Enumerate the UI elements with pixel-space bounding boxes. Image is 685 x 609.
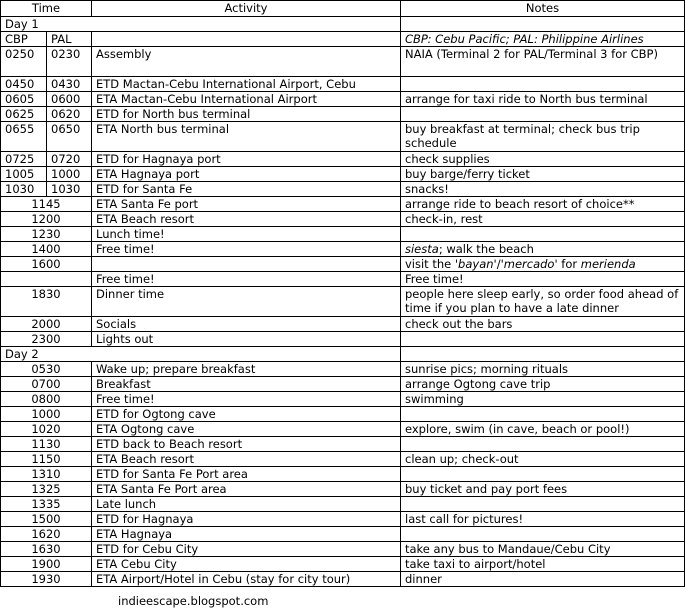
table-row xyxy=(1,572,685,587)
time-cell: 1830 xyxy=(1,287,92,317)
activity-cell: ETA Hagnaya port xyxy=(92,167,401,182)
table-row xyxy=(1,272,685,287)
time-cell: 1020 xyxy=(1,422,92,437)
activity-cell: ETD for Cebu City xyxy=(92,542,401,557)
time-cell: 0530 xyxy=(1,362,92,377)
time-cell: 0700 xyxy=(1,377,92,392)
table-row xyxy=(1,287,685,317)
activity-cell: Lunch time! xyxy=(92,227,401,242)
activity-cell: ETD for North bus terminal xyxy=(92,107,401,122)
notes-cell: buy barge/ferry ticket xyxy=(401,167,685,182)
time-cell: 1620 xyxy=(1,527,92,542)
table-row xyxy=(1,452,685,467)
header-notes: Notes xyxy=(401,1,685,17)
time-cell: 1400 xyxy=(1,242,92,257)
table-row xyxy=(1,362,685,377)
notes-cell: last call for pictures! xyxy=(401,512,685,527)
time-cell: 1000 xyxy=(1,407,92,422)
time-cell: 1145 xyxy=(1,197,92,212)
cbp-time: 0250 xyxy=(1,47,47,77)
header-activity: Activity xyxy=(92,1,401,17)
table-row xyxy=(1,392,685,407)
cbp-time: 0625 xyxy=(1,107,47,122)
activity-cell: Dinner time xyxy=(92,287,401,317)
notes-cell: clean up; check-out xyxy=(401,452,685,467)
itinerary-body xyxy=(1,17,685,587)
notes-cell: sunrise pics; morning rituals xyxy=(401,362,685,377)
notes-cell: buy ticket and pay port fees xyxy=(401,482,685,497)
table-row xyxy=(1,227,685,242)
pal-time: 0620 xyxy=(47,107,92,122)
table-row xyxy=(1,527,685,542)
activity-cell: ETA Mactan-Cebu International Airport xyxy=(92,92,401,107)
notes-cell xyxy=(401,227,685,242)
activity-cell: ETD for Ogtong cave xyxy=(92,407,401,422)
table-row xyxy=(1,332,685,347)
notes-cell: arrange ride to beach resort of choice** xyxy=(401,197,685,212)
table-row xyxy=(1,542,685,557)
time-cell: 1130 xyxy=(1,437,92,452)
airline-legend: CBP: Cebu Pacific; PAL: Philippine Airlines xyxy=(401,32,685,47)
notes-cell: snacks! xyxy=(401,182,685,197)
activity-cell: Breakfast xyxy=(92,377,401,392)
table-row xyxy=(1,407,685,422)
notes-cell: check out the bars xyxy=(401,317,685,332)
activity-cell: Free time! xyxy=(92,242,401,257)
time-cell: 2300 xyxy=(1,332,92,347)
activity-cell: ETD for Santa Fe Port area xyxy=(92,467,401,482)
activity-cell: ETD Mactan-Cebu International Airport, Cebu xyxy=(92,77,401,92)
table-row xyxy=(1,482,685,497)
blog-credit: indieescape.blogspot.com xyxy=(118,594,269,608)
notes-cell: take taxi to airport/hotel xyxy=(401,557,685,572)
cbp-time: 0655 xyxy=(1,122,47,152)
pal-time: 0430 xyxy=(47,77,92,92)
time-cell: 1150 xyxy=(1,452,92,467)
pal-time: 1030 xyxy=(47,182,92,197)
pal-time: 0650 xyxy=(47,122,92,152)
time-cell: 1230 xyxy=(1,227,92,242)
table-row xyxy=(1,107,685,122)
day-label: Day 2 xyxy=(1,347,401,362)
notes-cell: visit the 'bayan'/'mercado' for merienda xyxy=(401,257,685,272)
time-cell: 1600 xyxy=(1,257,92,272)
table-row xyxy=(1,257,685,272)
table-row xyxy=(1,122,685,152)
time-cell: 0800 xyxy=(1,392,92,407)
table-row xyxy=(1,92,685,107)
activity-cell: Assembly xyxy=(92,47,401,77)
notes-cell xyxy=(401,467,685,482)
notes-cell: arrange for taxi ride to North bus terminal xyxy=(401,92,685,107)
table-row xyxy=(1,557,685,572)
table-row xyxy=(1,47,685,77)
table-row xyxy=(1,242,685,257)
activity-cell: ETD for Santa Fe xyxy=(92,182,401,197)
activity-cell: Lights out xyxy=(92,332,401,347)
activity-cell: Free time! xyxy=(92,272,401,287)
activity-cell: ETA Hagnaya xyxy=(92,527,401,542)
notes-cell xyxy=(401,332,685,347)
activity-cell: ETA Cebu City xyxy=(92,557,401,572)
table-row xyxy=(1,377,685,392)
table-row xyxy=(1,167,685,182)
activity-cell: ETD for Hagnaya xyxy=(92,512,401,527)
header-time: Time xyxy=(1,1,92,17)
notes-cell xyxy=(401,17,685,32)
pal-time: 0230 xyxy=(47,47,92,77)
cbp-header: CBP xyxy=(1,32,47,47)
time-cell: 1900 xyxy=(1,557,92,572)
activity-cell: ETA Santa Fe Port area xyxy=(92,482,401,497)
notes-cell xyxy=(401,527,685,542)
activity-cell: Free time! xyxy=(92,392,401,407)
table-row xyxy=(1,182,685,197)
table-row xyxy=(1,152,685,167)
notes-cell xyxy=(401,497,685,512)
activity-cell: Late lunch xyxy=(92,497,401,512)
activity-cell: ETA Beach resort xyxy=(92,452,401,467)
notes-cell: Free time! xyxy=(401,272,685,287)
table-row xyxy=(1,197,685,212)
activity-cell: Wake up; prepare breakfast xyxy=(92,362,401,377)
activity-cell: ETD back to Beach resort xyxy=(92,437,401,452)
table-row xyxy=(1,212,685,227)
activity-cell xyxy=(92,32,401,47)
pal-header: PAL xyxy=(47,32,92,47)
notes-cell xyxy=(401,407,685,422)
activity-cell: ETD for Hagnaya port xyxy=(92,152,401,167)
notes-cell: check-in, rest xyxy=(401,212,685,227)
notes-cell: dinner xyxy=(401,572,685,587)
activity-cell: Socials xyxy=(92,317,401,332)
cbp-time: 1030 xyxy=(1,182,47,197)
notes-cell: siesta; walk the beach xyxy=(401,242,685,257)
notes-cell xyxy=(401,107,685,122)
table-row xyxy=(1,422,685,437)
notes-cell xyxy=(401,347,685,362)
notes-cell: NAIA (Terminal 2 for PAL/Terminal 3 for CBP) xyxy=(401,47,685,77)
notes-cell: swimming xyxy=(401,392,685,407)
activity-cell: ETA Ogtong cave xyxy=(92,422,401,437)
activity-cell: ETA Santa Fe port xyxy=(92,197,401,212)
table-row xyxy=(1,467,685,482)
notes-cell: people here sleep early, so order food ahead of time if you plan to have a late dinner xyxy=(401,287,685,317)
time-cell: 1325 xyxy=(1,482,92,497)
cbp-time: 0725 xyxy=(1,152,47,167)
table-row xyxy=(1,347,685,362)
time-cell: 1500 xyxy=(1,512,92,527)
table-row xyxy=(1,497,685,512)
cbp-time: 0605 xyxy=(1,92,47,107)
notes-cell xyxy=(401,437,685,452)
notes-cell: check supplies xyxy=(401,152,685,167)
activity-cell: ETA North bus terminal xyxy=(92,122,401,152)
notes-cell: take any bus to Mandaue/Cebu City xyxy=(401,542,685,557)
time-cell: 2000 xyxy=(1,317,92,332)
day-label: Day 1 xyxy=(1,17,401,32)
table-row xyxy=(1,437,685,452)
notes-cell: buy breakfast at terminal; check bus trip schedule xyxy=(401,122,685,152)
time-cell xyxy=(1,272,92,287)
pal-time: 1000 xyxy=(47,167,92,182)
activity-cell: ETA Beach resort xyxy=(92,212,401,227)
time-cell: 1310 xyxy=(1,467,92,482)
table-row xyxy=(1,317,685,332)
time-cell: 1200 xyxy=(1,212,92,227)
activity-cell xyxy=(92,257,401,272)
pal-time: 0720 xyxy=(47,152,92,167)
pal-time: 0600 xyxy=(47,92,92,107)
notes-cell: explore, swim (in cave, beach or pool!) xyxy=(401,422,685,437)
notes-cell: arrange Ogtong cave trip xyxy=(401,377,685,392)
time-cell: 1335 xyxy=(1,497,92,512)
cbp-time: 0450 xyxy=(1,77,47,92)
notes-cell xyxy=(401,77,685,92)
table-row xyxy=(1,512,685,527)
table-row xyxy=(1,77,685,92)
time-cell: 1630 xyxy=(1,542,92,557)
activity-cell: ETA Airport/Hotel in Cebu (stay for city tour) xyxy=(92,572,401,587)
cbp-time: 1005 xyxy=(1,167,47,182)
time-cell: 1930 xyxy=(1,572,92,587)
